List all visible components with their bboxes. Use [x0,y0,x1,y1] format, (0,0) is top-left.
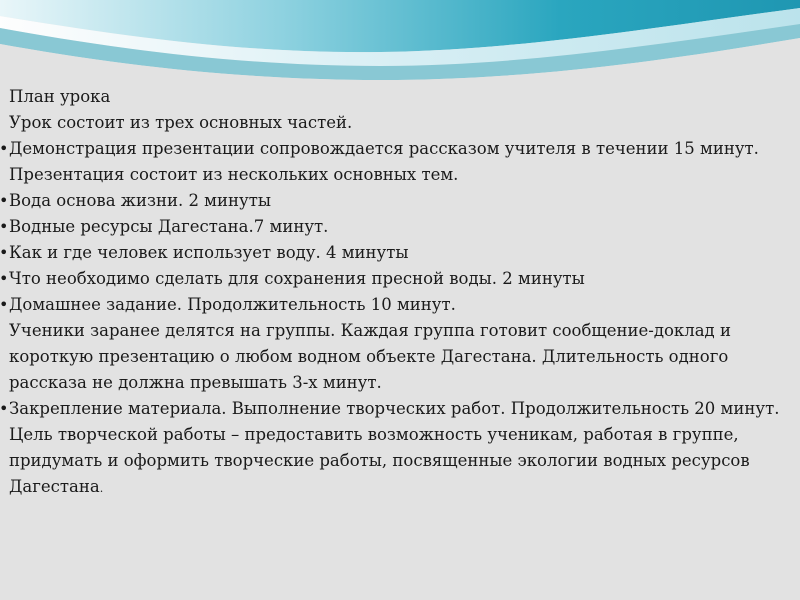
title-line: План урока [9,87,111,106]
list-item: Демонстрация презентации сопровождается рассказом учителя в течении 15 минут. [9,139,759,158]
part1-note: Презентация состоит из нескольких основных тем. [9,165,459,184]
part3-note: Цель творческой работы – предоставить возможность ученикам, работая в группе, придумать и оформить творческие работы, посвященные экологии водных ресурсов Дагестана. [9,425,750,496]
slide-text [0,84,790,502]
wave-decoration [0,0,800,90]
list-item: Как и где человек использует воду. 4 минуты [9,243,409,262]
list-item: Закрепление материала. Выполнение творческих работ. Продолжительность 20 минут. [9,399,780,418]
intro-line: Урок состоит из трех основных частей. [9,113,353,132]
part2-note: Ученики заранее делятся на группы. Каждая группа готовит сообщение-доклад и короткую презентацию о любом водном объекте Дагестана. Длительность одного рассказа не должна превышать 3-х минут. [9,321,731,392]
list-item: Что необходимо сделать для сохранения пресной воды. 2 минуты [9,269,585,288]
list-item: Вода основа жизни. 2 минуты [9,191,271,210]
list-item: Домашнее задание. Продолжительность 10 минут. [9,295,456,314]
list-item: Водные ресурсы Дагестана.7 минут. [9,217,329,236]
final-dot: . [99,482,104,495]
